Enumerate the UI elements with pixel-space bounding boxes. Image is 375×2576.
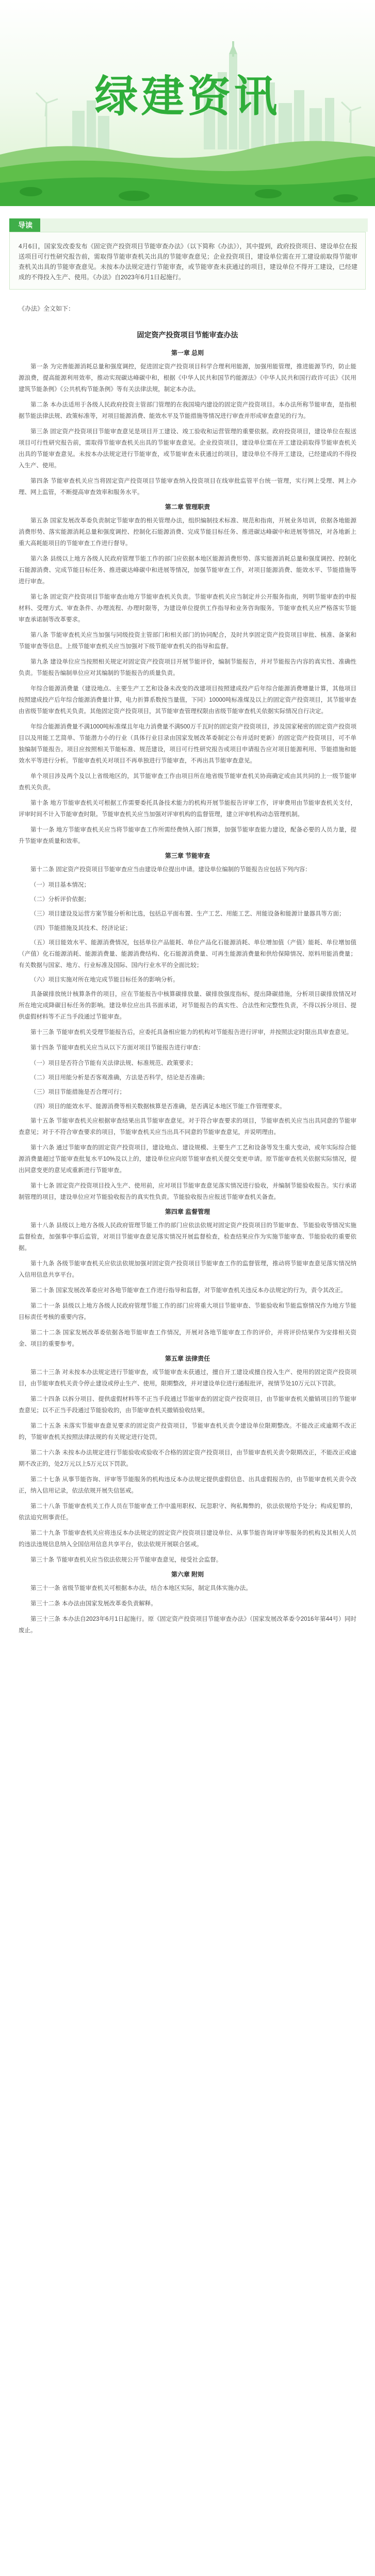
list-item: （三）项目节能措施是否合理可行； [30, 1089, 125, 1095]
list-item: （一）项目基本情况； [30, 882, 90, 888]
paragraph: 第七条 固定资产投资项目节能审查由地方节能审查机关负责。节能审查机关应当制定并公开服务指南，列明节能审查的申报材料、受理方式、审查条件、办理流程、办理时限等，为建设单位提供工作指导和业务咨询服务。节能审查机关应严格落实节能审查承诺制等改革要求。 [19, 594, 356, 623]
paragraph: 第二十条 国家发展改革委应对各地节能审查工作进行指导和监督，对节能审查机关违反本办法规定的行为，责令其改正。 [30, 1287, 347, 1294]
paragraph: 第二十七条 从事节能咨询、评审等节能服务的机构违反本办法规定提供虚假信息、出具虚假报告的，由节能审查机关责令改正，纳入信用记录，依法依规开展失信惩戒。 [19, 1477, 356, 1494]
paragraph: 第八条 节能审查机关应当加强与同级投资主管部门和相关部门的协同配合，及时共享固定资产投资项目审批、核准、备案和节能审查等信息。上级节能审查机关应当加强对下级节能审查机关的指导和监督。 [19, 632, 356, 650]
paragraph: 第二十二条 国家发展改革委依据各地节能审查工作情况，开展对各地节能审查工作的评价，并将评价结果作为安排相关资金、项目的重要参考。 [19, 1330, 356, 1347]
chapter-heading: 第二章 管理职责 [165, 503, 210, 511]
paragraph: 年综合能源消费量不满1000吨标准煤且年电力消费量不满500万千瓦时的固定资产投资项目，涉及国家秘密的固定资产投资项目以及用能工艺简单、节能潜力小的行业（具体行业目录由国家发展改革委制定公布并适时更新）的固定资产投资项目，可不单独编制节能报告。项目应按照相关节能标准、规范建设，项目可行性研究报告或项目申请报告应对项目能源利用、节能措施和能效水平等进行分析。节能审查机关对项目不再单独进行节能审查，不再出具节能审查意见。 [19, 724, 356, 764]
paragraph: 第二十八条 节能审查机关工作人员在节能审查工作中滥用职权、玩忽职守、徇私舞弊的，依法依规给予处分；构成犯罪的，依法追究刑事责任。 [19, 1503, 356, 1521]
paragraph: 第十六条 通过节能审查的固定资产投资项目，建设地点、建设规模、主要生产工艺和设备等发生重大变动，或年实际综合能源消费量超过节能审查批复水平10%及以上的，建设单位应向原节能审查机关提交变更申请。原节能审查机关依据实际情况，提出同意变更的意见或重新进行节能审查。 [19, 1145, 356, 1174]
paragraph: 第二十六条 未按本办法规定进行节能验收或验收不合格的固定资产投资项目，由节能审查机关责令限期改正，不能改正或逾期不改正的，处2万元以上5万元以下罚款。 [19, 1450, 356, 1467]
paragraph: 第二十三条 对未按本办法规定进行节能审查，或节能审查未获通过，擅自开工建设或擅自投入生产、使用的固定资产投资项目，由节能审查机关责令停止建设或停止生产、使用，限期整改，并对建设单位进行通报批评，视情节处10万元以下罚款。 [19, 1369, 356, 1387]
paragraph: 第十二条 固定资产投资项目节能审查应当由建设单位提出申请。建设单位编制的节能报告应包括下列内容： [30, 867, 311, 873]
banner-title: 绿建资讯 [94, 71, 281, 122]
chapter-heading: 第五章 法律责任 [165, 1355, 210, 1362]
list-item: （五）项目能效水平、能源消费情况，包括单位产品能耗、单位产品化石能源消耗、单位增加值（产值）能耗、单位增加值（产值）化石能源消耗、能源消费量、能源消费结构、化石能源消费量、可再生能源消费量和供给保障情况、原料用能消费量；有关数据与国家、地方、行业标准及国际、国内行业水平的全面比较； [19, 940, 356, 969]
paragraph: 第三十一条 省级节能审查机关可根据本办法，结合本地区实际，制定具体实施办法。 [30, 1585, 252, 1591]
list-item: （一）项目是否符合节能有关法律法规、标准规范、政策要求； [30, 1060, 197, 1066]
paragraph: 第一条 为完善能源消耗总量和强度调控，促进固定资产投资项目科学合理利用能源，加强用能管理，推进能源节约，防止能源浪费，提高能源利用效率，推动实现碳达峰碳中和，根据《中华人民共和国节约能源法》《中华人民共和国行政许可法》《民用建筑节能条例》《公共机构节能条例》等有关法律法规，制定本办法。 [19, 364, 356, 393]
chapter-heading: 第三章 节能审查 [165, 852, 210, 859]
list-item: （三）项目建设及运营方案节能分析和比选，包括总平面布置、生产工艺、用能工艺、用能设备和能源计量器具等方面； [30, 911, 345, 917]
paragraph: 第二十九条 节能审查机关应将违反本办法规定的固定资产投资项目建设单位、从事节能咨询评审等服务的机构及其相关人员的违法违规信息纳入全国信用信息共享平台，依法依规开展联合惩戒。 [19, 1530, 356, 1548]
paragraph: 第十一条 地方节能审查机关应当将节能审查工作所需经费纳入部门预算，加强节能审查能力建设，配备必要的人员力量，提升节能审查质量和效率。 [19, 827, 356, 844]
header-banner [0, 0, 375, 206]
chapter-heading: 第六章 附则 [171, 1571, 204, 1578]
paragraph: 第三条 固定资产投资项目节能审查意见是项目开工建设、竣工验收和运营管理的重要依据。政府投资项目，建设单位在报送项目可行性研究报告前，需取得节能审查机关出具的节能审查意见。企业投资项目，建设单位需在开工建设前取得节能审查机关出具的节能审查意见。未按本办法规定进行节能审查，或节能审查未获通过的项目，建设单位不得开工建设，已经建成的不得投入生产、使用。 [19, 429, 356, 469]
list-item: （六）项目实施对所在地完成节能目标任务的影响分析。 [30, 977, 179, 983]
paragraph: 第三十三条 本办法自2023年6月1日起施行。原《固定资产投资项目节能审查办法》（国家发展改革委令2016年第44号）同时废止。 [19, 1616, 356, 1634]
paragraph: 第十四条 节能审查机关应当从以下方面对项目节能报告进行审查： [30, 1045, 204, 1051]
list-item: （四）节能措施及其技术、经济论证； [30, 925, 132, 931]
list-item: （二）分析评价依据； [30, 896, 90, 903]
intro-text: 4月6日，国家发改委发布《固定资产投资项目节能审查办法》（以下简称《办法》），其中提到，政府投资项目、建设单位在报送项目可行性研究报告前，需取得节能审查机关出具的节能审查意见；企业投资项目，建设单位需在开工建设前取得节能审查机关出具的节能审查意见。未按本办法规定进行节能审查，或节能审查未获通过的项目，建设单位不得开工建设，已经建成的不得投入生产、使用。《办法》自2023年6月1日起施行。 [19, 243, 357, 281]
chapter-heading: 第一章 总则 [171, 349, 204, 357]
paragraph: 第十九条 各级节能审查机关应依法依规加强对固定资产投资项目节能审查工作的监督管理，推动将节能审查意见落实情况纳入信用信息共享平台。 [19, 1261, 356, 1278]
paragraph: 第十八条 县级以上地方各级人民政府管理节能工作的部门应依法依规对固定资产投资项目的节能审查、节能验收等情况实施监督检查，加强事中事后监管，对项目节能审查意见落实情况开展监督检查，检查结果应作为实施节能审查、节能验收的重要依据。 [19, 1223, 356, 1251]
intro-header-bar [9, 218, 368, 232]
paragraph: 第十五条 节能审查机关应根据审查结果出具节能审查意见。对于符合审查要求的项目，节能审查机关应当出具同意的节能审查意见；对于不符合审查要求的项目，节能审查机关应当出具不同意的节能审查意见，并说明理由。 [19, 1118, 356, 1136]
paragraph: 第九条 建设单位应当按照相关规定对固定资产投资项目开展节能评价，编制节能报告，并对节能报告内容的真实性、准确性负责。节能报告编制单位应对其编制的节能报告的质量负责。 [19, 659, 356, 676]
document-body [19, 330, 356, 1640]
list-item: （四）项目的能效水平、能源消费等相关数据核算是否准确，是否满足本地区节能工作管理要求。 [30, 1104, 286, 1110]
paragraph: 第二条 本办法适用于各级人民政府投资主管部门管理的在我国境内建设的固定资产投资项目。本办法所称节能审查，是指根据节能法律法规、政策标准等，对项目能源消费、能效水平及节能措施等情况进行审查并形成审查意见的行为。 [19, 402, 356, 419]
document-blocks [19, 348, 356, 1636]
paragraph: 第二十四条 以拆分项目、提供虚假材料等不正当手段通过节能审查的固定资产投资项目，由节能审查机关撤销项目的节能审查意见；以不正当手段通过节能验收的，由节能审查机关撤销验收结果。 [19, 1396, 356, 1414]
intro-label: 导读 [10, 218, 40, 232]
paragraph: 单个项目涉及两个及以上省级地区的，其节能审查工作由项目所在地省级节能审查机关协商确定或由其共同的上一级节能审查机关负责。 [19, 773, 356, 791]
paragraph: 具备碳排放统计核算条件的项目，应在节能报告中核算碳排放量、碳排放强度指标，提出降碳措施，分析项目碳排放情况对所在地完成降碳目标任务的影响。建设单位应出具书面承诺，对节能报告的真实性、合法性和完整性负责，不得以拆分项目、提供虚假材料等不正当手段通过节能审查。 [19, 991, 356, 1020]
list-item: （二）项目用能分析是否客观准确，方法是否科学，结论是否准确； [30, 1075, 208, 1081]
paragraph: 第六条 县级以上地方各级人民政府管理节能工作的部门应依据本地区能源消费形势、落实能源消耗总量和强度调控、控制化石能源消费、完成节能目标任务、推进碳达峰碳中和进展等情况，加强节能审查工作，对项目能源消费、能效水平、节能措施等进行审查。 [19, 556, 356, 585]
paragraph: 第三十条 节能审查机关应当依法依规公开节能审查意见，接受社会监督。 [30, 1557, 222, 1563]
paragraph: 第三十二条 本办法由国家发展改革委负责解释。 [30, 1601, 157, 1607]
document-title: 固定资产投资项目节能审查办法 [137, 331, 238, 339]
chapter-heading: 第四章 监督管理 [165, 1208, 210, 1215]
paragraph: 第二十一条 县级以上地方各级人民政府管理节能工作的部门应将重大项目节能审查、节能验收和节能监察情况作为地方节能目标责任考核的重要内容。 [19, 1303, 356, 1320]
paragraph: 第二十五条 未落实节能审查意见要求的固定资产投资项目，节能审查机关责令建设单位限期整改。不能改正或逾期不改正的，节能审查机关按照法律法规的有关规定进行处罚。 [19, 1423, 356, 1440]
paragraph: 第五条 国家发展改革委负责制定节能审查的相关管理办法，组织编制技术标准、规范和指南，开展业务培训，依据各地能源消费形势、落实能源消耗总量和强度调控、控制化石能源消费、完成节能目标任务、推进碳达峰碳中和进展等情况，对各地新上重大高耗能项目的节能审查工作进行督导。 [19, 518, 356, 547]
paragraph: 年综合能源消费量（建设地点、主要生产工艺和设备未改变的改建项目按照建成投产后年综合能源消费增量计算，其他项目按照建成投产后年综合能源消费量计算，电力折算系数按当量值，下同）10000吨标准煤及以上的固定资产投资项目，其节能审查由省级节能审查机关负责。其他固定资产投资项目，其节能审查管理权限由省级节能审查机关依据实际情况自行决定。 [19, 686, 356, 715]
paragraph: 第四条 节能审查机关应当将固定资产投资项目节能审查纳入投资项目在线审批监管平台统一管理，实行网上受理、网上办理、网上监管，不断提高审查效率和服务水平。 [19, 478, 356, 496]
paragraph: 第十七条 固定资产投资项目投入生产、使用前，应对项目节能审查意见落实情况进行验收，并编制节能验收报告。实行承诺制管理的项目，建设单位应对节能验收报告的真实性负责。节能验收报告应报送节能审查机关备查。 [19, 1183, 356, 1200]
intro-footer-note: 《办法》全文如下： [19, 305, 75, 312]
paragraph: 第十三条 节能审查机关受理节能报告后，应委托具备相应能力的机构对节能报告进行评审，并按照法定时限出具审查意见。 [30, 1029, 353, 1036]
paragraph: 第十条 地方节能审查机关可根据工作需要委托具备技术能力的机构开展节能报告评审工作，评审费用由节能审查机关支付，评审时间不计入节能审查时限。节能审查机关应当加强对评审机构的监督管理，建立评审机构动态管理机制。 [19, 800, 356, 818]
